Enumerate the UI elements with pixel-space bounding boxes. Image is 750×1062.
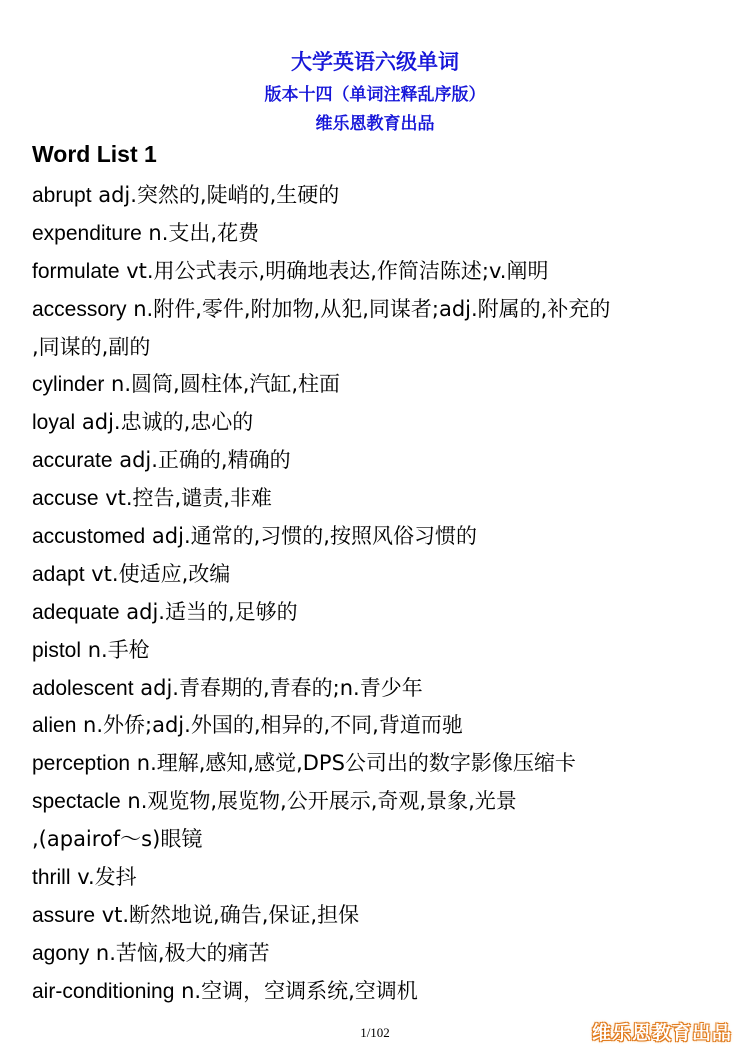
word-list (32, 177, 722, 1011)
word-entry (32, 632, 722, 670)
entry-definition: adj.通常的,习惯的,按照风俗习惯的 (145, 524, 477, 549)
entry-word: agony (32, 941, 90, 965)
entry-definition: adj.突然的,陡峭的,生硬的 (91, 183, 340, 207)
entry-definition: vt.断然地说,确告,保证,担保 (95, 902, 360, 927)
entry-word: pistol (32, 638, 82, 662)
page-number: 1/102 (360, 1025, 390, 1040)
entry-word: air-conditioning (32, 979, 175, 1003)
entry-word: adequate (32, 600, 120, 624)
word-entry (32, 518, 722, 556)
entry-definition: n.空调，空调系统,空调机 (174, 978, 418, 1003)
word-entry (32, 291, 722, 329)
entry-definition: adj.适当的,足够的 (119, 599, 298, 624)
entry-definition: n.苦恼,极大的痛苦 (89, 940, 270, 965)
entry-definition: n.附件,零件,附加物,从犯,同谋者;adj.附属的,补充的 (126, 296, 611, 321)
word-entry (32, 480, 722, 518)
entry-word: adolescent (32, 676, 134, 700)
entry-word: formulate (32, 259, 120, 283)
entry-word: accuse (32, 487, 99, 511)
entry-definition: vt.控告,谴责,非难 (98, 486, 272, 511)
word-entry (32, 556, 722, 594)
entry-definition: n.外侨;adj.外国的,相异的,不同,背道而驰 (76, 713, 463, 738)
entry-word: spectacle (32, 790, 121, 814)
entry-word: perception (32, 752, 131, 776)
entry-word: abrupt (32, 184, 92, 207)
entry-definition: ,(apairof～s)眼镜 (32, 827, 203, 852)
word-entry (32, 215, 722, 253)
entry-definition: ,同谋的,副的 (32, 334, 151, 359)
word-entry (32, 935, 722, 973)
entry-definition: adj.青春期的,青春的;n.青少年 (133, 675, 423, 700)
entry-definition: vt.用公式表示,明确地表达,作简洁陈述;v.阐明 (119, 258, 549, 283)
entry-definition: n.支出,花费 (141, 220, 260, 245)
entry-word: alien (32, 714, 77, 738)
word-entry-continuation (32, 821, 722, 859)
entry-word: loyal (32, 411, 76, 435)
word-entry (32, 594, 722, 632)
word-entry (32, 177, 722, 215)
entry-word: adapt (32, 562, 85, 586)
word-entry (32, 404, 722, 442)
publisher-watermark: 维乐恩教育出品 (591, 1022, 732, 1044)
word-entry-continuation (32, 329, 722, 367)
entry-definition: adj.正确的,精确的 (112, 448, 291, 473)
entry-word: accurate (32, 449, 113, 473)
word-entry (32, 973, 722, 1011)
document-title: 大学英语六级单词 (291, 50, 459, 74)
entry-word: expenditure (32, 221, 142, 245)
publisher-line: 维乐恩教育出品 (315, 114, 435, 134)
entry-definition: n.圆筒,圆柱体,汽缸,柱面 (104, 372, 341, 397)
word-list-heading: Word List 1 (32, 141, 157, 167)
entry-definition: vt.使适应,改编 (84, 561, 231, 586)
entry-definition: n.理解,感知,感觉,DPS公司出的数字影像压缩卡 (130, 751, 576, 776)
word-entry (32, 670, 722, 708)
word-entry (32, 783, 722, 821)
entry-word: accessory (32, 297, 127, 321)
entry-word: cylinder (32, 373, 105, 397)
word-entry (32, 253, 722, 291)
entry-definition: n.观览物,展览物,公开展示,奇观,景象,光景 (120, 789, 517, 814)
entry-definition: adj.忠诚的,忠心的 (75, 410, 254, 435)
word-entry (32, 745, 722, 783)
entry-definition: v.发抖 (70, 865, 137, 890)
word-entry (32, 897, 722, 935)
document-subtitle: 版本十四（单词注释乱序版） (264, 85, 486, 105)
word-entry (32, 859, 722, 897)
entry-definition: n.手枪 (81, 637, 150, 662)
entry-word: accustomed (32, 525, 146, 549)
word-entry (32, 366, 722, 404)
entry-word: assure (32, 903, 96, 927)
word-entry (32, 707, 722, 745)
word-entry (32, 442, 722, 480)
entry-word: thrill (32, 866, 71, 890)
